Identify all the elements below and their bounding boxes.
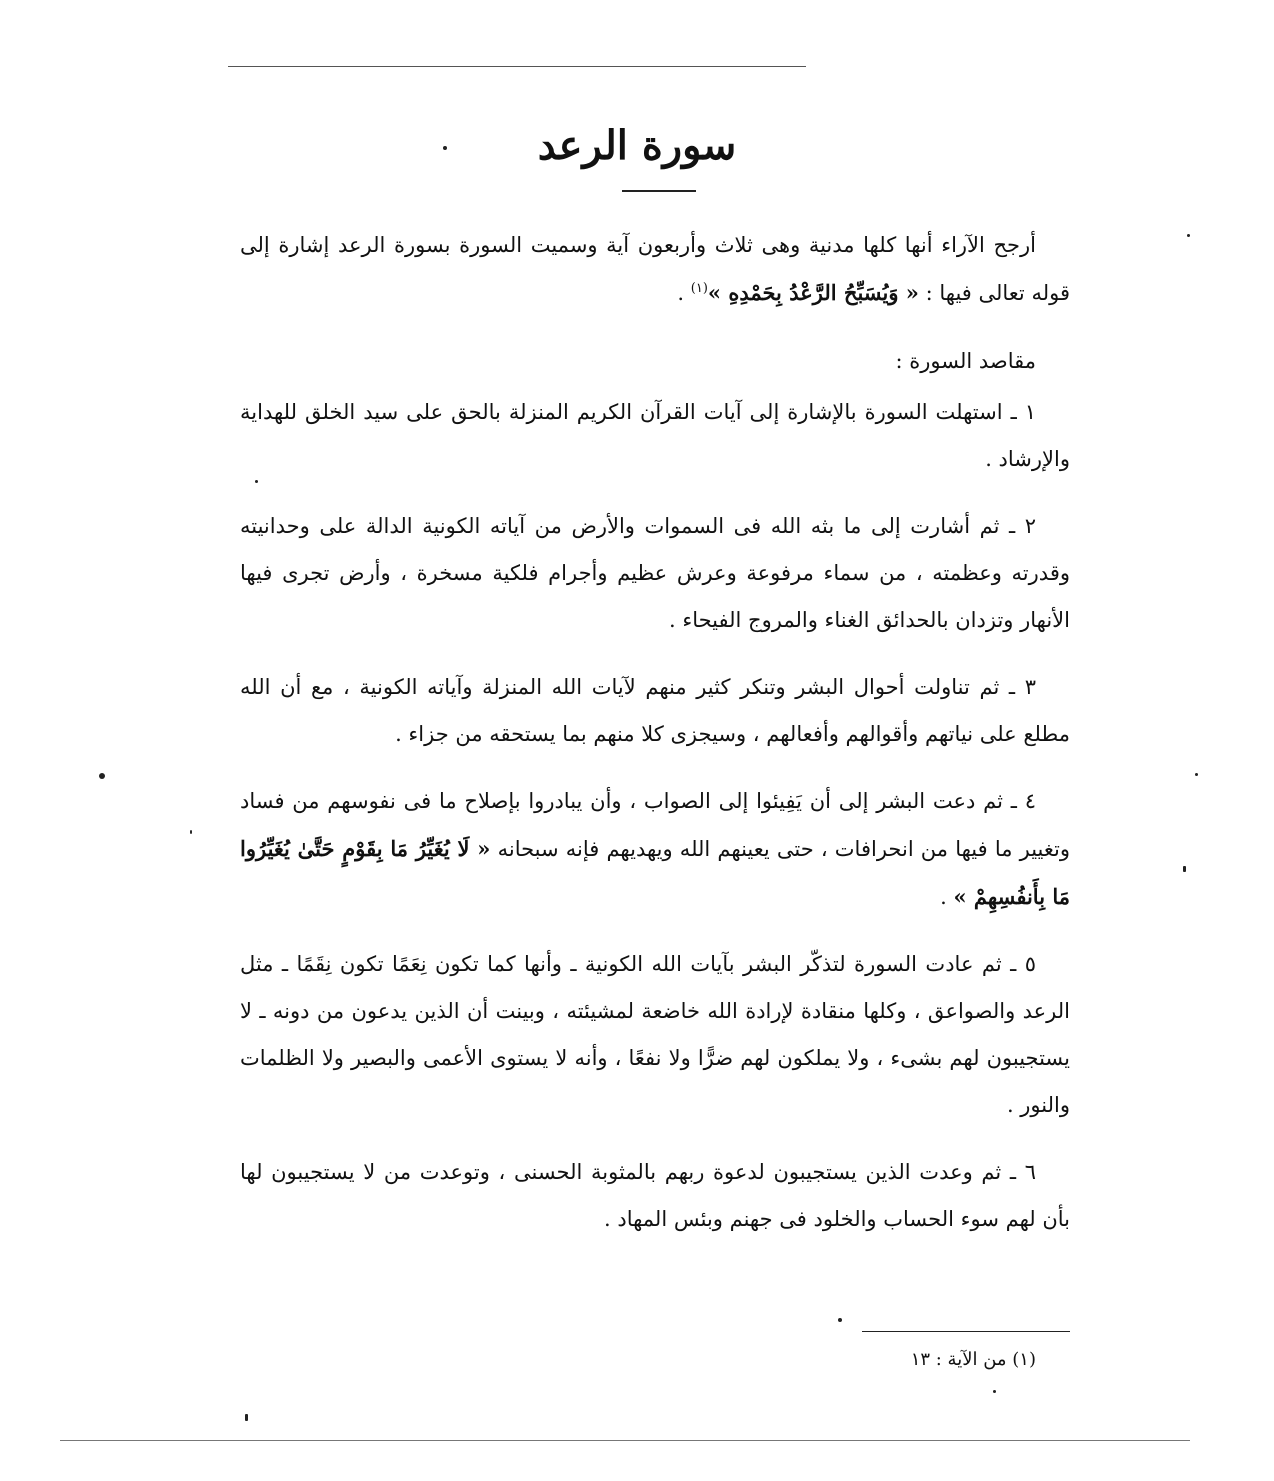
scan-speck — [838, 1318, 842, 1322]
scan-speck — [255, 480, 258, 483]
point-4-quote: « لَا يُغَيِّرُ مَا بِقَوْمٍ حَتَّىٰ يُغَيِّرُوا مَا بِأَنفُسِهِمْ » — [240, 836, 1070, 909]
scan-speck — [245, 1414, 248, 1421]
intro-paragraph — [240, 222, 1070, 317]
point-2: ٢ ـ ثم أشارت إلى ما بثه الله فى السموات والأرض من آياته الكونية الدالة على وحدانيته وقدرته وعظمته ، من سماء مرفوعة وعرش عظيم وأجرام فلكية مسخرة ، وأرض تجرى فيها الأنهار وتزدان بالحدائق الغناء والمروج الفيحاء . — [240, 514, 1070, 632]
point-4-text: ٤ ـ ثم دعت البشر إلى أن يَفِيئوا إلى الصواب ، وأن يبادروا بإصلاح ما فى نفوسهم من فساد وتغيير ما فيها من انحرافات ، حتى يعينهم الله ويهديهم فإنه سبحانه — [240, 789, 1070, 861]
body-text — [240, 222, 1070, 1263]
intro-text: أرجح الآراء أنها كلها مدنية وهى ثلاث وأربعون آية وسميت السورة بسورة الرعد إشارة إلى قوله تعالى فيها : — [240, 233, 1070, 305]
intro-quote: « وَيُسَبِّحُ الرَّعْدُ بِحَمْدِهِ » — [707, 280, 919, 305]
page-title: سورة الرعد — [537, 122, 737, 169]
point-3: ٣ ـ ثم تناولت أحوال البشر وتنكر كثير منهم لآيات الله المنزلة وآياته الكونية ، مع أن الله مطلع على نياتهم وأقوالهم وأفعالهم ، وسيجزى كلا منهم بما يستحقه من جزاء . — [240, 675, 1070, 746]
scan-speck — [1183, 866, 1186, 872]
bottom-edge-rule — [60, 1440, 1190, 1441]
title-underline — [622, 190, 696, 192]
footnote: (١) من الآية : ١٣ — [910, 1349, 1036, 1370]
top-edge-rule — [228, 66, 806, 67]
scan-speck — [99, 773, 105, 779]
point-4-end: . — [940, 885, 947, 909]
point-1: ١ ـ استهلت السورة بالإشارة إلى آيات القرآن الكريم المنزلة بالحق على سيد الخلق للهداية والإرشاد . — [240, 400, 1070, 471]
footnote-separator — [862, 1331, 1070, 1332]
scan-speck — [993, 1390, 996, 1393]
scan-speck — [443, 146, 447, 150]
purposes-heading: مقاصد السورة : — [895, 349, 1036, 373]
scan-speck — [1195, 773, 1198, 776]
intro-end: . — [677, 281, 685, 305]
scan-speck — [1187, 234, 1190, 237]
point-6: ٦ ـ ثم وعدت الذين يستجيبون لدعوة ربهم بالمثوبة الحسنى ، وتوعدت من لا يستجيبون لها بأن لهم سوء الحساب والخلود فى جهنم وبئس المهاد . — [240, 1160, 1070, 1231]
scan-speck — [190, 830, 192, 834]
point-5: ٥ ـ ثم عادت السورة لتذكّر البشر بآيات الله الكونية ـ وأنها كما تكون نِعَمًا تكون نِقَمًا ـ مثل الرعد والصواعق ، وكلها منقادة لإرادة الله خاضعة لمشيئته ، وبينت أن الذين يدعون من دونه ـ لا يستجيبون لهم بشىء ، ولا يملكون لهم ضرًّا ولا نفعًا ، وأنه لا يستوى الأعمى والبصير ولا الظلمات والنور . — [240, 952, 1070, 1117]
footnote-reference: (١) — [690, 281, 708, 296]
point-4 — [240, 778, 1070, 921]
